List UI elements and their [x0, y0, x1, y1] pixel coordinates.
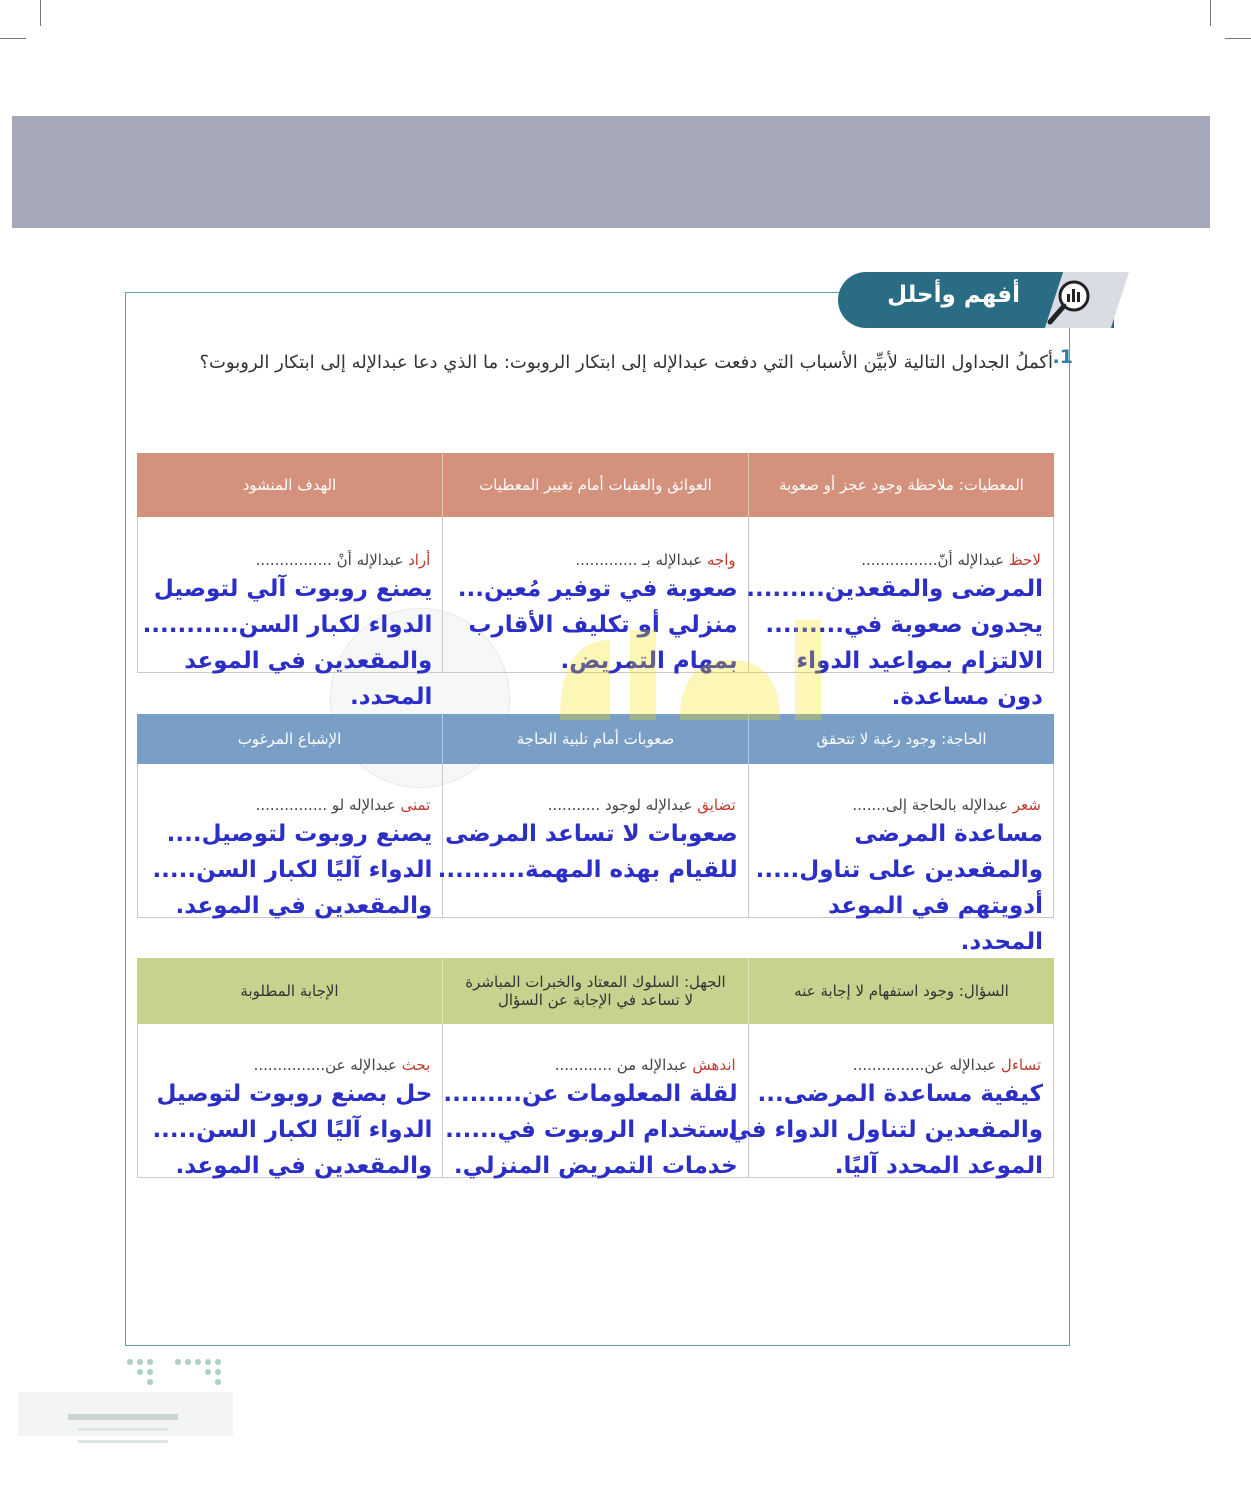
crop-mark	[1225, 38, 1251, 39]
table-cell	[138, 764, 442, 917]
ministry-logo	[18, 1356, 233, 1466]
table-cell	[138, 1024, 442, 1177]
table-cell	[728, 1024, 1053, 1179]
header-cell: صعوبات أمام تلبية الحاجة	[442, 714, 748, 764]
table-cell	[442, 1024, 747, 1177]
table-cell	[437, 764, 747, 917]
cell-prompt: شعر عبدالإله بالحاجة إلى.......	[852, 796, 1041, 814]
header-cell: العوائق والعقبات أمام تغيير المعطيات	[442, 453, 748, 517]
section-header	[838, 272, 1114, 328]
handwritten-answer: لقلة المعلومات عن......... استخدام الروبوت في...... خدمات التمريض المنزلي.	[443, 1081, 738, 1179]
cell-prompt: لاحظ عبدالإله أنّ................	[861, 551, 1041, 569]
handwritten-answer: مساعدة المرضى والمقعدين على تناول..... أدويتهم في الموعد المحدد.	[755, 821, 1043, 955]
cell-prompt: أراد عبدالإله أنْ ................	[255, 551, 431, 569]
cell-prompt: تمنى عبدالإله لو ...............	[255, 796, 431, 814]
cell-prompt: تضايق عبدالإله لوجود ...........	[547, 796, 736, 814]
table-cell	[746, 517, 1053, 710]
section-title: أفهم وأحلل	[887, 282, 1020, 308]
handwritten-answer: صعوبات لا تساعد المرضى للقيام بهذه المهمة..........	[437, 821, 738, 883]
crop-mark	[40, 0, 41, 26]
header-cell: الجهل: السلوك المعتاد والخبرات المباشرة لا تساعد في الإجابة عن السؤال	[442, 958, 748, 1024]
table-cell	[442, 517, 747, 672]
table-body-row	[137, 764, 1054, 955]
cell-prompt: اندهش عبدالإله من ............	[554, 1056, 736, 1074]
table-header	[137, 453, 1054, 517]
cell-prompt: تساءل عبدالإله عن...............	[852, 1056, 1041, 1074]
crop-mark	[1210, 0, 1211, 26]
header-cell: المعطيات: ملاحظة وجود عجز أو صعوبة	[748, 453, 1054, 517]
header-cell: السؤال: وجود استفهام لا إجابة عنه	[748, 958, 1054, 1024]
cell-prompt: بحث عبدالإله عن...............	[253, 1056, 431, 1074]
handwritten-answer: كيفية مساعدة المرضى... والمقعدين لتناول الدواء في الموعد المحدد آليًا.	[728, 1081, 1043, 1179]
handwritten-answer: يصنع روبوت آلي لتوصيل الدواء لكبار السن........... والمقعدين في الموعد المحدد.	[142, 576, 433, 710]
crop-mark	[0, 38, 26, 39]
handwritten-answer: صعوبة في توفير مُعين... منزلي أو تكليف الأقارب بمهام التمريض.	[457, 576, 738, 674]
handwritten-answer: حل بصنع روبوت لتوصيل الدواء آليًا لكبار السن..... والمقعدين في الموعد.	[152, 1081, 433, 1179]
handwritten-answer: يصنع روبوت لتوصيل.... الدواء آليًا لكبار السن..... والمقعدين في الموعد.	[152, 821, 433, 919]
header-cell: الهدف المنشود	[242, 476, 337, 494]
table-body-row	[137, 517, 1054, 710]
table-cell	[138, 517, 442, 710]
table-header	[137, 958, 1054, 1024]
question-text: أكملُ الجداول التالية لأبيِّن الأسباب التي دفعت عبدالإله إلى ابتكار الروبوت: ما الذي دعا عبدالإله إلى ابتكار الروبوت؟	[199, 352, 1053, 373]
table-cell	[748, 764, 1053, 955]
header-cell: الحاجة: وجود رغبة لا تتحقق	[748, 714, 1054, 764]
header-band	[12, 116, 1210, 228]
handwritten-answer: المرضى والمقعدين......... يجدون صعوبة في......... الالتزام بمواعيد الدواء دون مساعدة.	[746, 576, 1043, 710]
header-cell: الإجابة المطلوبة	[240, 982, 339, 1000]
cell-prompt: واجه عبدالإله بـ .............	[575, 551, 736, 569]
table-header	[137, 714, 1054, 764]
question-number: 1.	[1052, 346, 1073, 368]
table-body-row	[137, 1024, 1054, 1178]
header-cell: الإشباع المرغوب	[237, 730, 342, 748]
magnifier-chart-icon	[1040, 274, 1100, 330]
